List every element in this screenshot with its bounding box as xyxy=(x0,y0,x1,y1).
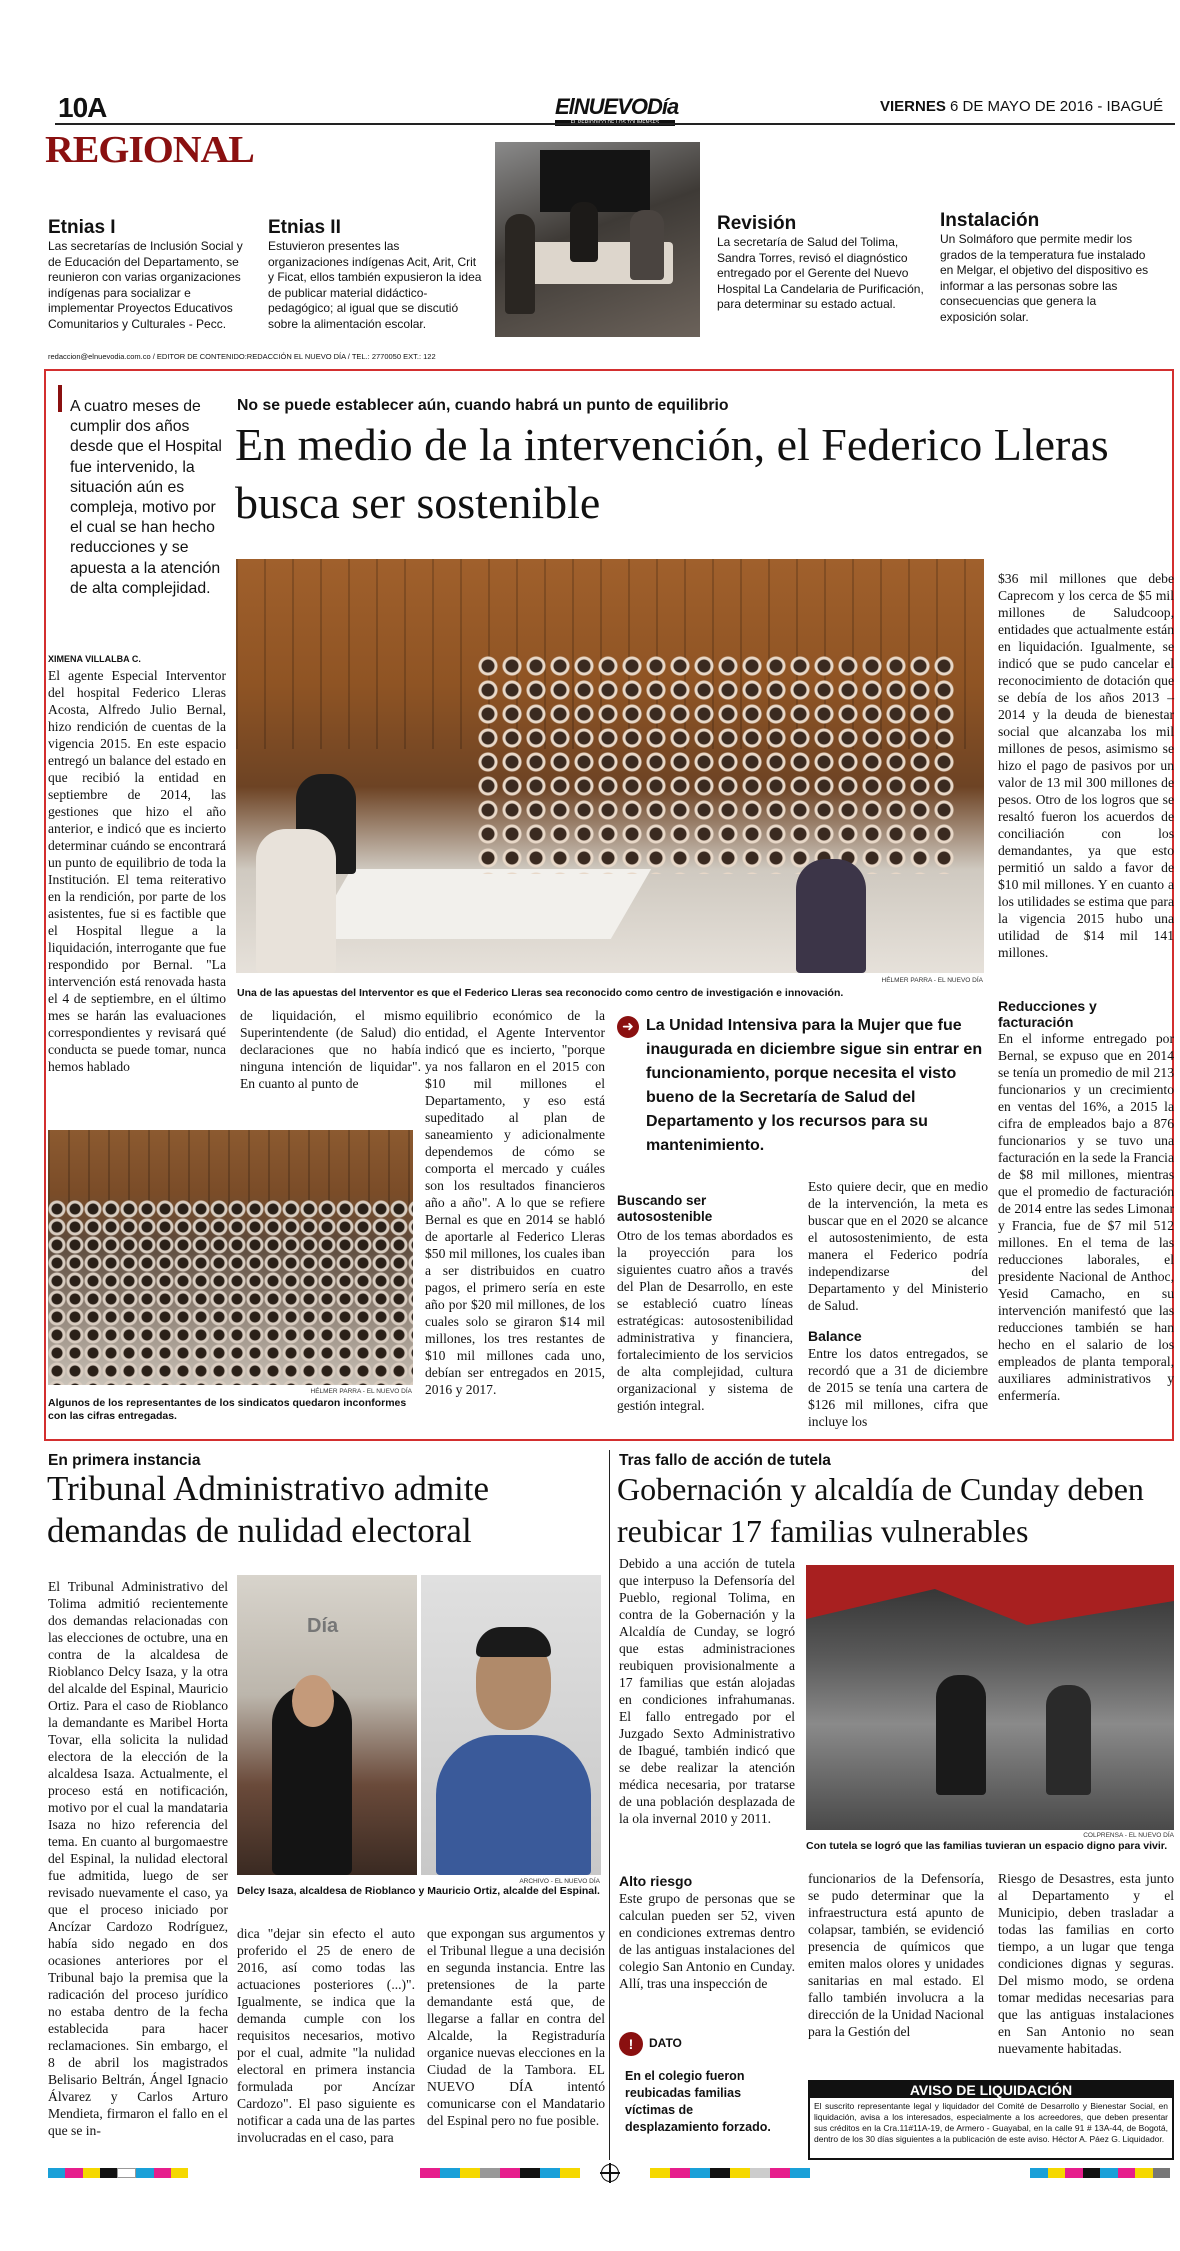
brief-title: Etnias I xyxy=(48,217,116,238)
person-shape xyxy=(570,202,598,262)
union-photo xyxy=(48,1130,413,1385)
main-col-6b: En el informe entregado por Bernal, se expuso que en 2014 se tenía un promedio de mil 213 funcionarios y un crecimiento en ventas del 16%, a 2015 la cifra de empleados bajo a 876 funcionarios y se tuvo una facturación en la sede la Francia de $8 mil millones, mientras que el promedio de facturación de 2014 entre las sedes Limonar y Francia, fue de $7 mil 512 millones. En el tema de las reducciones laborales, el presidente Nacional de Anthoc, Yesid Camacho, en su intervención manifestó que las reducciones también se han hecho en el salario de los empleados de planta temporal, auxiliares administrativos y enfermería. xyxy=(998,1031,1174,1403)
cunday-col-1a: Debido a una acción de tutela que interpuso la Defensoría del Pueblo, regional Tolima, en contra de la Gobernación y la Alcaldía de Cunday, se logró que estas administraciones reubiquen provisionalmente a 17 familias que están alojadas en condiciones infrahumanas. El fallo entregado por el Juzgado Sexto Administrativo de Ibagué, también indicó que se debe realizar la atención médica necesaria, por tratarse de una población desplazada de la ola invernal 2010 y 2011. xyxy=(619,1556,795,1826)
main-col-6a: $36 mil millones que debe Caprecom y los cerca de $5 mil millones de Saludcoop, entidades que actualmente están en liquidación. Igualmente, se indicó que se pudo cancelar el reconocimiento de dotación que se debía de los años 2013 – 2014 y la deuda de bienestar social que alcanzaba los mil millones de pesos, asimismo se hizo el pago de pasivos por un valor de 13 mil 300 millones de pesos. Otro de los logros que se resaltó fueron los acuerdos de conciliación con los demandantes, ya que esto permitió un saldo a favor de $10 mil millones. Y en cuanto a los utilidades se estima que para la vigencia 2015 hubo una utilidad de $14 mil 141 millones. xyxy=(998,571,1174,960)
dato-text: En el colegio fueron reubicadas familias víctimas de desplazamiento forzado. xyxy=(625,2069,771,2134)
tribunal-photo-caption: Delcy Isaza, alcaldesa de Rioblanco y Mauricio Ortiz, alcalde del Espinal. xyxy=(237,1885,600,1897)
contact-line: redaccion@elnuevodia.com.co / EDITOR DE CONTENIDO:REDACCIÓN EL NUEVO DÍA / TEL.: 2770050 EXT.: 122 xyxy=(48,352,436,361)
brief-title: Etnias II xyxy=(268,217,341,238)
main-kicker: No se puede establecer aún, cuando habrá un punto de equilibrio xyxy=(237,397,729,414)
aviso-text: El suscrito representante legal y liquidador del Comité de Desarrollo y Bienestar Social, en liquidación, avisa a los interesados, especialmente a los acreedores, que deben presentar sus créditos en la Cra.11#11A-19, de Armero - Guayabal, en la calle 91 # 13A-44, de Bogotá, dentro de los 30 días siguientes a la publicación de este aviso. Héctor A. Páez G. Liquidador. xyxy=(814,2101,1168,2144)
meeting-photo xyxy=(495,142,700,337)
ortiz-photo xyxy=(421,1575,601,1875)
table-shape xyxy=(311,869,651,939)
audience xyxy=(48,1200,413,1385)
isaza-photo xyxy=(237,1575,417,1875)
newspaper-logo xyxy=(555,94,679,126)
photo1-caption: Una de las apuestas del Interventor es que el Federico Lleras sea reconocido como centro de investigación e innovación. xyxy=(237,987,844,999)
main-lead: A cuatro meses de cumplir dos años desde que el Hospital fue intervenido, la situación aún es compleja, motivo por el cual se han hecho reducciones y se apuesta a la atención de alta complejidad. xyxy=(70,398,222,597)
pullquote: La Unidad Intensiva para la Mujer que fue inaugurada en diciembre sigue sin entrar en funcionamiento, porque necesita el visto bueno de la Secretaría de Salud del Departamento y los recursos para su mantenimiento. xyxy=(646,1017,983,1154)
cunday-kicker: Tras fallo de acción de tutela xyxy=(619,1452,831,1469)
main-col-2: de liquidación, el mismo Superintendente (de Salud) dio declaraciones que no había ninguna intención de liquidar". En cuanto al punto de xyxy=(240,1008,421,1091)
subhead-balance: Balance xyxy=(808,1328,862,1344)
brief-instalacion xyxy=(940,210,1155,325)
cunday-photo-caption: Con tutela se logró que las familias tuvieran un espacio digno para vivir. xyxy=(806,1840,1168,1852)
color-registration-bar xyxy=(650,2168,810,2178)
wall-sign: Día xyxy=(307,1615,339,1637)
registration-mark-icon xyxy=(601,2164,619,2182)
person-shape xyxy=(630,210,664,280)
date-day: VIERNES xyxy=(880,98,946,115)
brief-text: La secretaría de Salud del Tolima, Sandra Torres, revisó el diagnóstico entregado por el Gerente del Nuevo Hospital La Candelaria de Purificación, para determinar su estado actual. xyxy=(717,235,924,311)
page-date xyxy=(880,98,1163,115)
brief-text: Estuvieron presentes las organizaciones indígenas Acit, Arit, Crit y Ficat, ellos también expusieron la idea de publicar material didáctico-pedagógico; al igual que se discutió sobre la alimentación escolar. xyxy=(268,239,482,331)
person-shape xyxy=(796,859,866,973)
face-shape xyxy=(292,1675,334,1727)
photo2-credit: HÉLMER PARRA - EL NUEVO DÍA xyxy=(310,1388,412,1395)
cunday-col-3: Riesgo de Desastres, esta junto al Departamento y el Municipio, deben trasladar a todas las familias en corto tiempo, a un lugar que tenga condiciones dignas y seguras. Del mismo modo, se ordena tomar medidas necesarias para que las antiguas instalaciones en San Antonio no sean nuevamente habitadas. xyxy=(998,1871,1174,2056)
info-icon: ! xyxy=(619,2032,643,2056)
cunday-photo-credit: COLPRENSA - EL NUEVO DÍA xyxy=(1083,1832,1174,1839)
subhead-reducciones: Reducciones y facturación xyxy=(998,998,1097,1030)
brief-title: Instalación xyxy=(940,210,1040,231)
main-headline: En medio de la intervención, el Federico Lleras busca ser sostenible xyxy=(235,419,1109,528)
subhead-autosostenible: Buscando ser autosostenible xyxy=(617,1193,713,1224)
photo2-caption: Algunos de los representantes de los sindicatos quedaron inconformes con las cifras entregadas. xyxy=(48,1397,407,1422)
person-shape xyxy=(1046,1685,1091,1795)
aviso-title: AVISO DE LIQUIDACIÓN xyxy=(810,2082,1172,2098)
person-shape xyxy=(256,829,336,973)
tarp-shape xyxy=(806,1565,1174,1625)
photo1-credit: HÉLMER PARRA - EL NUEVO DÍA xyxy=(881,977,983,984)
section-title: REGIONAL xyxy=(45,129,254,171)
brief-text: Un Solmáforo que permite medir los grados de la temperatura fue instalado en Melgar, el objetivo del dispositivo es informar a las personas sobre las consecuencias que genera la exposición solar. xyxy=(940,232,1149,324)
cunday-headline: Gobernación y alcaldía de Cunday deben reubicar 17 familias vulnerables xyxy=(617,1471,1144,1549)
shelter-photo xyxy=(806,1565,1174,1830)
tv-screen xyxy=(540,150,650,212)
tribunal-col-3: que expongan sus argumentos y el Tribunal llegue a una decisión en segunda instancia. Entre las pretensiones de la parte demandante está que, de llegarse a fallar en contra del Alcalde, la Registraduría organice nuevas elecciones en la Ciudad de la Tambora. EL NUEVO DÍA intentó comunicarse con el Mandatario del Espinal pero no fue posible. xyxy=(427,1926,605,2128)
hearing-photo xyxy=(236,559,984,973)
color-registration-bar xyxy=(1030,2168,1170,2178)
aviso-box xyxy=(808,2080,1174,2160)
wood-panels xyxy=(48,1130,413,1210)
cunday-col-1b: Este grupo de personas que se calculan pueden ser 52, viven en condiciones extremas dentro de las antiguas instalaciones del colegio San Antonio en Cunday. Allí, tras una inspección de xyxy=(619,1891,795,1991)
color-registration-bar xyxy=(420,2168,580,2178)
person-shape xyxy=(436,1735,591,1875)
person-shape xyxy=(936,1675,986,1795)
main-col-4: Otro de los temas abordados es la proyección para los siguientes cuatro años a través del Plan de Desarrollo, en este se estableció cuatro líneas estratégicas: autosostenibilidad administrativa y financiera, fortalecimiento de los servicios de alta complejidad, cultura organizacional y sistema de gestión integral. xyxy=(617,1228,793,1413)
tribunal-headline: Tribunal Administrativo admite demandas de nulidad electoral xyxy=(47,1469,490,1550)
lead-marker xyxy=(58,385,62,412)
color-registration-bar xyxy=(48,2168,188,2178)
hair-shape xyxy=(476,1627,551,1657)
brief-revision xyxy=(717,213,929,313)
masthead-rule xyxy=(55,123,1175,125)
dato-label: DATO xyxy=(649,2036,682,2050)
tribunal-photo-credit: ARCHIVO - EL NUEVO DÍA xyxy=(519,1878,600,1885)
arrow-right-icon: ➜ xyxy=(617,1016,639,1038)
brief-etnias-2 xyxy=(268,217,483,332)
brief-text: Las secretarías de Inclusión Social y de Educación del Departamento, se reunieron con varias organizaciones indígenas para socializar e implementar Proyectos Educativos Comunitarios y Culturales - Pecc. xyxy=(48,239,243,331)
main-col-5a: Esto quiere decir, que en medio de la intervención, la meta es buscar que en el 2020 se alcance el autosostenimiento, de esta manera el Federico podría independizarse del Departamento y del Ministerio de Salud. xyxy=(808,1179,988,1313)
tribunal-col-2: dica "dejar sin efecto el auto proferido el 25 de enero de 2016, así como todas las actuaciones posteriores (...)". Igualmente, se indica que la demanda cumple con los requisitos necesarios, motivo por el cual, admite "la nulidad electoral en primera instancia formulada por Ancízar Cardozo". El paso siguiente es notificar a cada una de las partes involucradas en el caso, para xyxy=(237,1926,415,2145)
tribunal-col-1: El Tribunal Administrativo del Tolima admitió recientemente dos demandas relacionadas con las elecciones de octubre, una en contra de la alcaldesa de Rioblanco Delcy Isaza, y la otra del alcalde del Espinal, Mauricio Ortiz. Para el caso de Rioblanco la demandante es Maribel Horta Tovar, ella solicita la nulidad electora de la elección de la alcaldesa Isaza. Actualmente, el proceso está en notificación, motivo por el cual la mandataria Isaza no hizo referencia del tema. En cuanto al burgomaestre del Espinal, la nulidad electoral fue admitida, luego de ser revisado nuevamente el caso, ya que el proceso iniciado por Ancízar Cardozo Rodríguez, había sido negado en dos ocasiones anteriores por el Tribunal bajo la premisa que la radicación del proceso jurídico no estaba dentro de la fecha establecida para hacer reclamaciones. Sin embargo, el 8 de abril los magistrados Belisario Beltrán, Ángel Ignacio Álvarez y Carlos Arturo Mendieta, firmaron el fallo en el que se in- xyxy=(48,1579,228,2138)
brief-title: Revisión xyxy=(717,213,797,234)
tribunal-kicker: En primera instancia xyxy=(48,1452,201,1469)
column-divider xyxy=(609,1450,610,2160)
dato-box xyxy=(619,2032,787,2160)
audience xyxy=(476,654,956,874)
main-col-5b: Entre los datos entregados, se recordó que a 31 de diciembre de 2015 se tenía una cartera de $126 mil millones, cifra que incluye los xyxy=(808,1346,988,1429)
main-col-3: equilibrio económico de la entidad, el Agente Interventor indicó que es incierto, "porque ya nos fallaron en el 2015 con $10 mil millones el Departamento, y eso está supeditado al plan de saneamiento y adicionalmente dependemos de cómo se comporta el mercado y cuáles son los resultados financieros año a año". A lo que se refiere Bernal es que en 2014 se habló de aportarle al Federico Lleras $50 mil millones, los cuales iban a ser distribuidos en cuatro pagos, el primero sería en este año por $20 mil millones, de los cuales solo se giraron $14 mil millones, los tres restantes de $10 mil millones cada uno, debían ser entregados en 2015, 2016 y 2017. xyxy=(425,1008,605,1397)
date-rest: 6 DE MAYO DE 2016 - IBAGUÉ xyxy=(950,98,1164,115)
subhead-alto-riesgo: Alto riesgo xyxy=(619,1873,693,1889)
cunday-col-2: funcionarios de la Defensoría, se pudo determinar que la infraestructura está apunto de colapsar, también, se evidenció presencia de químicos que emiten malos olores y unidades sanitarias en mal estado. El fallo también involucra a la dirección de la Unidad Nacional para la Gestión del xyxy=(808,1871,984,2039)
main-byline: XIMENA VILLALBA C. xyxy=(48,654,141,664)
brief-etnias-1 xyxy=(48,217,258,332)
person-shape xyxy=(505,214,535,314)
main-col-1: El agente Especial Interventor del hospital Federico Lleras Acosta, Alfredo Julio Bernal, hizo rendición de cuentas de la vigencia 2015. En este espacio entregó un balance del estado en que recibió la entidad en septiembre de 2014, las gestiones que hizo el año anterior, e indicó que es incierto determinar cuándo se encontrará un punto de equilibrio de toda la Institución. El tema reiterativo en la rendición, por parte de los asistentes, fue si es factible que el Hospital llegue a la liquidación, interrogante que fue respondido por Bernal. "La intervención está renovada hasta el 4 de septiembre, en el último mes se harán las evaluaciones correspondientes y revisará qué conducta se puede tomar, nunca hemos hablado xyxy=(48,668,226,1074)
logo-text: ElNUEVODía xyxy=(555,94,679,119)
page-number: 10A xyxy=(58,92,107,123)
